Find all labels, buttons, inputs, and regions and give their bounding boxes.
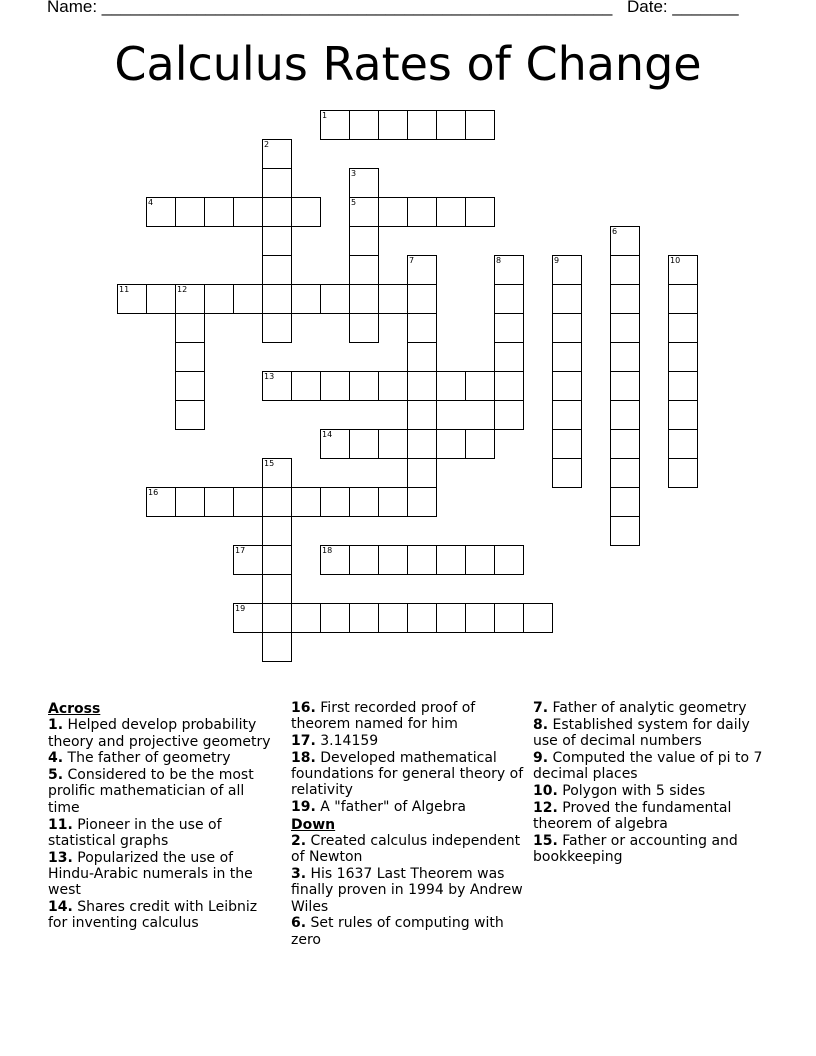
grid-cell[interactable]: [320, 429, 350, 459]
grid-cell[interactable]: [291, 197, 321, 227]
grid-cell[interactable]: [407, 603, 437, 633]
grid-cell[interactable]: [668, 313, 698, 343]
grid-cell[interactable]: [175, 284, 205, 314]
grid-cell[interactable]: [407, 342, 437, 372]
grid-cell[interactable]: [175, 371, 205, 401]
grid-cell[interactable]: [262, 139, 292, 169]
grid-cell[interactable]: [436, 110, 466, 140]
clues-column-2: [291, 700, 526, 948]
grid-cell[interactable]: [407, 545, 437, 575]
grid-cell[interactable]: [175, 313, 205, 343]
grid-cell[interactable]: [610, 284, 640, 314]
clue-number: 1: [322, 111, 328, 120]
grid-cell[interactable]: [349, 429, 379, 459]
grid-cell[interactable]: [320, 545, 350, 575]
grid-cell[interactable]: [320, 284, 350, 314]
grid-cell[interactable]: [610, 458, 640, 488]
grid-cell[interactable]: [552, 284, 582, 314]
grid-cell[interactable]: [262, 487, 292, 517]
grid-cell[interactable]: [668, 284, 698, 314]
grid-cell[interactable]: [436, 197, 466, 227]
grid-cell[interactable]: [204, 487, 234, 517]
grid-cell[interactable]: [668, 342, 698, 372]
grid-cell[interactable]: [349, 168, 379, 198]
clue-down-8: 8. Established system for daily use of decimal numbers: [533, 716, 750, 750]
grid-cell[interactable]: [262, 371, 292, 401]
grid-cell[interactable]: [291, 284, 321, 314]
grid-cell[interactable]: [262, 545, 292, 575]
grid-cell[interactable]: [552, 458, 582, 488]
clue-number: 6: [612, 227, 618, 236]
grid-cell[interactable]: [494, 284, 524, 314]
name-field: Name: ______________________________________________________: [47, 0, 613, 16]
grid-cell[interactable]: [494, 255, 524, 285]
grid-cell[interactable]: [262, 284, 292, 314]
grid-cell[interactable]: [552, 313, 582, 343]
grid-cell[interactable]: [146, 284, 176, 314]
grid-cell[interactable]: [610, 429, 640, 459]
grid-cell[interactable]: [262, 313, 292, 343]
grid-cell[interactable]: [349, 226, 379, 256]
clue-number: 16: [148, 488, 159, 497]
grid-cell[interactable]: [610, 255, 640, 285]
grid-cell[interactable]: [407, 429, 437, 459]
clues-column-1: [48, 700, 278, 932]
grid-cell[interactable]: [378, 487, 408, 517]
grid-cell[interactable]: [233, 603, 263, 633]
grid-cell[interactable]: [146, 487, 176, 517]
grid-cell[interactable]: [320, 603, 350, 633]
grid-cell[interactable]: [349, 313, 379, 343]
grid-cell[interactable]: [465, 429, 495, 459]
grid-cell[interactable]: [262, 632, 292, 662]
page-title: Calculus Rates of Change: [114, 37, 702, 91]
grid-cell[interactable]: [175, 487, 205, 517]
grid-cell[interactable]: [378, 371, 408, 401]
grid-cell[interactable]: [291, 603, 321, 633]
grid-cell[interactable]: [175, 342, 205, 372]
grid-cell[interactable]: [552, 400, 582, 430]
clue-down-3: 3. His 1637 Last Theorem was finally proven in 1994 by Andrew Wiles: [291, 865, 523, 915]
grid-cell[interactable]: [233, 197, 263, 227]
grid-cell[interactable]: [610, 400, 640, 430]
grid-cell[interactable]: [175, 197, 205, 227]
grid-cell[interactable]: [610, 487, 640, 517]
clue-down-10: 10. Polygon with 5 sides: [533, 782, 706, 799]
clue-number: 13: [264, 372, 275, 381]
clue-number: 8: [496, 256, 502, 265]
grid-cell[interactable]: [378, 545, 408, 575]
clue-across-17: 17. 3.14159: [291, 733, 379, 750]
grid-cell[interactable]: [146, 197, 176, 227]
grid-cell[interactable]: [320, 110, 350, 140]
clue-down-2: 2. Created calculus independent of Newton: [291, 832, 521, 866]
clue-down-6: 6. Set rules of computing with zero: [291, 915, 504, 948]
grid-cell[interactable]: [349, 284, 379, 314]
clue-down-15: 15. Father or accounting and bookkeeping: [533, 832, 738, 866]
grid-cell[interactable]: [262, 516, 292, 546]
clue-down-12: 12. Proved the fundamental theorem of algebra: [533, 799, 732, 833]
grid-cell[interactable]: [407, 371, 437, 401]
grid-cell[interactable]: [407, 458, 437, 488]
grid-cell[interactable]: [436, 429, 466, 459]
grid-cell[interactable]: [494, 371, 524, 401]
clue-across-14: 14. Shares credit with Leibniz for inventing calculus: [48, 899, 258, 932]
grid-cell[interactable]: [523, 603, 553, 633]
grid-cell[interactable]: [378, 603, 408, 633]
clue-number: 7: [409, 256, 415, 265]
clue-across-1: 1. Helped develop probability theory and projective geometry: [48, 717, 271, 750]
clue-down-9: 9. Computed the value of pi to 7 decimal places: [533, 749, 763, 783]
grid-cell[interactable]: [668, 429, 698, 459]
grid-cell[interactable]: [262, 168, 292, 198]
grid-cell[interactable]: [407, 197, 437, 227]
grid-cell[interactable]: [552, 255, 582, 285]
clue-across-19: 19. A "father" of Algebra: [291, 799, 466, 816]
grid-cell[interactable]: [262, 226, 292, 256]
grid-cell[interactable]: [610, 226, 640, 256]
grid-cell[interactable]: [378, 197, 408, 227]
grid-cell[interactable]: [494, 400, 524, 430]
grid-cell[interactable]: [610, 371, 640, 401]
grid-cell[interactable]: [349, 371, 379, 401]
grid-cell[interactable]: [668, 371, 698, 401]
grid-cell[interactable]: [349, 110, 379, 140]
grid-cell[interactable]: [175, 400, 205, 430]
grid-cell[interactable]: [407, 400, 437, 430]
clue-across-5: 5. Considered to be the most prolific mathematician of all time: [48, 767, 254, 816]
grid-cell[interactable]: [349, 545, 379, 575]
grid-cell[interactable]: [465, 197, 495, 227]
grid-cell[interactable]: [668, 400, 698, 430]
grid-cell[interactable]: [436, 371, 466, 401]
grid-cell[interactable]: [465, 110, 495, 140]
clue-across-11: 11. Pioneer in the use of statistical graphs: [48, 816, 222, 849]
grid-cell[interactable]: [407, 255, 437, 285]
grid-cell[interactable]: [465, 371, 495, 401]
grid-cell[interactable]: [436, 545, 466, 575]
grid-cell[interactable]: [610, 342, 640, 372]
grid-cell[interactable]: [436, 603, 466, 633]
clue-number: 5: [351, 198, 357, 207]
clue-number: 2: [264, 140, 270, 149]
grid-cell[interactable]: [378, 429, 408, 459]
clue-across-16: 16. First recorded proof of theorem named for him: [291, 700, 476, 733]
grid-cell[interactable]: [204, 284, 234, 314]
grid-cell[interactable]: [349, 603, 379, 633]
grid-cell[interactable]: [320, 487, 350, 517]
down-heading: Down: [291, 816, 336, 833]
grid-cell[interactable]: [552, 342, 582, 372]
grid-cell[interactable]: [494, 342, 524, 372]
grid-cell[interactable]: [494, 313, 524, 343]
clue-number: 12: [177, 285, 188, 294]
grid-cell[interactable]: [407, 313, 437, 343]
clue-down-7: 7. Father of analytic geometry: [533, 700, 747, 716]
across-heading: Across: [48, 701, 101, 717]
clue-number: 9: [554, 256, 560, 265]
grid-cell[interactable]: [610, 313, 640, 343]
grid-cell[interactable]: [349, 255, 379, 285]
grid-cell[interactable]: [407, 487, 437, 517]
grid-cell[interactable]: [378, 110, 408, 140]
clue-number: 17: [235, 546, 246, 555]
grid-cell[interactable]: [349, 487, 379, 517]
grid-cell[interactable]: [407, 110, 437, 140]
clue-number: 19: [235, 604, 246, 613]
grid-cell[interactable]: [117, 284, 147, 314]
grid-cell[interactable]: [349, 197, 379, 227]
clue-across-4: 4. The father of geometry: [48, 750, 231, 767]
grid-cell[interactable]: [378, 284, 408, 314]
grid-cell[interactable]: [465, 603, 495, 633]
grid-cell[interactable]: [262, 458, 292, 488]
grid-cell[interactable]: [291, 371, 321, 401]
clue-number: 4: [148, 198, 154, 207]
grid-cell[interactable]: [233, 487, 263, 517]
grid-cell[interactable]: [262, 603, 292, 633]
grid-cell[interactable]: [262, 574, 292, 604]
grid-cell[interactable]: [552, 429, 582, 459]
clue-number: 18: [322, 546, 333, 555]
grid-cell[interactable]: [494, 545, 524, 575]
grid-cell[interactable]: [552, 371, 582, 401]
clue-across-13: 13. Popularized the use of Hindu-Arabic numerals in the west: [48, 849, 253, 899]
grid-cell[interactable]: [262, 197, 292, 227]
grid-cell[interactable]: [204, 197, 234, 227]
clue-across-18: 18. Developed mathematical foundations for general theory of relativity: [291, 749, 524, 799]
clue-number: 15: [264, 459, 275, 468]
clue-number: 10: [670, 256, 681, 265]
grid-cell[interactable]: [262, 255, 292, 285]
grid-cell[interactable]: [610, 516, 640, 546]
clue-number: 3: [351, 169, 357, 178]
grid-cell[interactable]: [233, 545, 263, 575]
date-field: Date: _______: [627, 0, 739, 16]
grid-cell[interactable]: [668, 255, 698, 285]
grid-cell[interactable]: [233, 284, 263, 314]
clue-number: 11: [119, 285, 130, 294]
clues-column-3: [533, 700, 763, 866]
grid-cell[interactable]: [465, 545, 495, 575]
clue-number: 14: [322, 430, 333, 439]
grid-cell[interactable]: [494, 603, 524, 633]
grid-cell[interactable]: [291, 487, 321, 517]
grid-cell[interactable]: [668, 458, 698, 488]
grid-cell[interactable]: [320, 371, 350, 401]
grid-cell[interactable]: [407, 284, 437, 314]
